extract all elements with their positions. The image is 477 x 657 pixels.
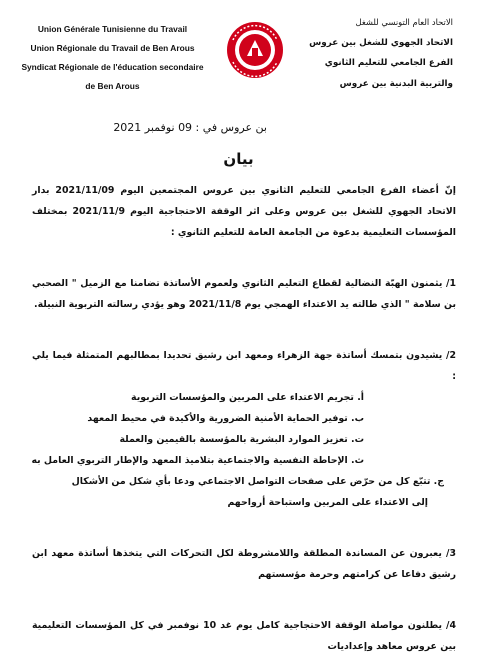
header-ar-line-3: الفرع الجامعي للتعليم الثانوي — [324, 58, 453, 68]
header-arabic — [283, 12, 453, 94]
point-2-intro: 2/ يشيدون بتمسك أساتذة جهة الزهراء ومعهد ابن رشيق تحديدا بمطالبهم المتمثلة فيما يلي : — [32, 350, 456, 382]
list-item: ج. تتبّع كل من حرّض على صفحات التواصل الاجتماعي ودعا بأي شكل من الأشكال — [71, 476, 444, 487]
document-title: بيان — [223, 150, 254, 168]
header-french — [10, 20, 215, 96]
list-item: ت. تعزيز الموارد البشرية بالمؤسسة بالقيمين والعملة — [119, 434, 364, 445]
header-ar-line-4: والتربية البدنية بين عروس — [339, 78, 453, 89]
intro-paragraph: إنّ أعضاء الفرع الجامعي للتعليم الثانوي بين عروس المجتمعين اليوم 2021/11/09 بدار الاتحاد الجهوي للشغل بين عروس وعلى اثر الوقفة الاحتجاجية اليوم 2021/11/9 بمختلف المؤسسات التعليمية بدعوة من الجامعة العامة للتعليم الثانوي : — [32, 185, 456, 238]
list-item: إلى الاعتداء على المربين واستباحة أرواحهم — [227, 497, 428, 508]
point-1: 1/ يثمنون الهبّة النضالية لقطاع التعليم الثانوي ولعموم الأساتذة تضامنا مع الزميل " الصحبي بن سلامة " الذي طالته يد الاعتداء الهمجي يوم 2021/11/8 وهو يؤدي رسالته التربوية النبيلة. — [32, 278, 456, 310]
list-item: ث. الإحاطة النفسية والاجتماعية بتلاميذ المعهد والإطار التربوي العامل به — [31, 455, 364, 466]
header-fr-line-3: Syndicat Régionale de l'éducation secondaire — [21, 62, 204, 72]
union-logo-icon — [225, 18, 285, 82]
point-4: 4/ يطلنون مواصلة الوقفة الاحتجاجية كامل يوم غد 10 نوفمبر في كل المؤسسات التعليمية بين عروس معاهد وإعداديات — [32, 620, 456, 652]
document-date: بن عروس في : 09 نوفمبر 2021 — [113, 121, 267, 134]
point-2-list — [32, 387, 456, 513]
list-item: أ. تجريم الاعتداء على المربين والمؤسسات التربوية — [131, 392, 364, 403]
header-ar-line-2: الاتحاد الجهوي للشغل بين عروس — [309, 37, 453, 48]
document-body — [32, 180, 456, 657]
header-fr-line-4: de Ben Arous — [85, 81, 140, 91]
header-ar-line-1: الاتحاد العام التونسي للشغل — [355, 17, 453, 27]
point-3: 3/ يعبرون عن المساندة المطلقة واللامشروطة لكل التحركات التي يتخذها أساتذة معهد ابن رشيق دفاعا عن كرامتهم وحرمة مؤسستهم — [32, 548, 456, 580]
list-item: ب. توفير الحماية الأمنية الضرورية والأكيدة في محيط المعهد — [87, 413, 364, 424]
header-fr-line-1: Union Générale Tunisienne du Travail — [37, 24, 188, 34]
header-fr-line-2: Union Régionale du Travail de Ben Arous — [30, 43, 195, 53]
